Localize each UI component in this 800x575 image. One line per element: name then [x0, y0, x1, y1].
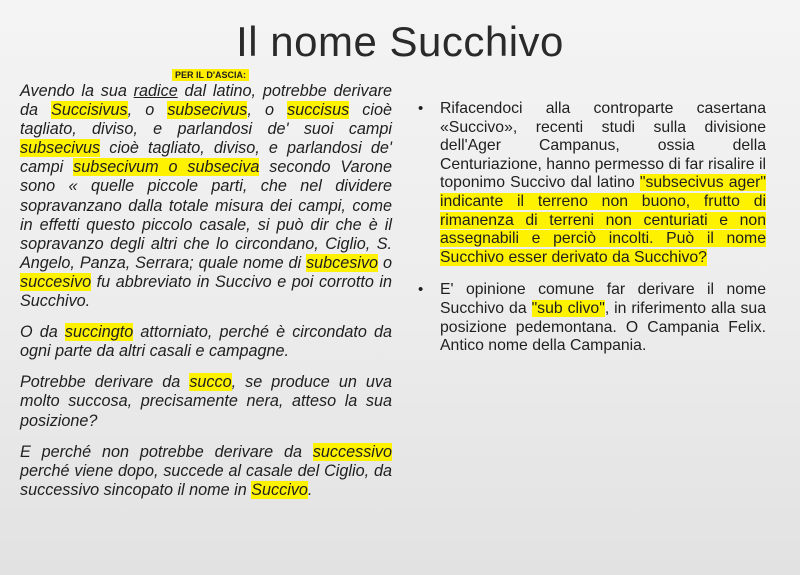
- right-column: [418, 100, 766, 370]
- highlighted-term: subcesivo: [306, 253, 379, 272]
- bullet-text-centuriazione: [440, 100, 766, 266]
- bullet-dot: •: [418, 281, 424, 299]
- text-run: fu abbreviato in Succivo e poi corrotto in Succhivo.: [20, 272, 392, 311]
- highlighted-term: subsecivus: [20, 139, 101, 158]
- text-run: E perché non potrebbe derivare da: [20, 442, 313, 461]
- bullet-text-sub-clivo: [440, 281, 766, 354]
- text-run: O da: [20, 323, 65, 342]
- author-tag: PER IL D'ASCIA:: [172, 69, 249, 81]
- highlighted-term: succesivo: [20, 272, 92, 291]
- text-run: , o: [127, 101, 168, 120]
- bullet-item: [418, 281, 766, 355]
- text-run: E' opinione comune far derivare il nome Succhivo da: [440, 281, 766, 317]
- text-run: .: [307, 480, 313, 499]
- underlined-term: radice: [133, 82, 178, 100]
- highlighted-term: succisus: [287, 101, 350, 120]
- text-run: attorniato, perché è circondato da ogni parte da altri casali e campagne.: [20, 323, 393, 361]
- highlighted-term: "subsecivus ager" indicante il terreno non buono, frutto di rimanenza di terreni non centuriati e non assegnabili e perciò incolti. Può il nome Succhivo esser derivato da Succhivo?: [440, 174, 766, 266]
- bullet-dot: •: [418, 100, 424, 117]
- left-column: [20, 82, 392, 512]
- highlighted-term: Succisivus: [51, 101, 128, 120]
- highlighted-term: subsecivum o subseciva: [73, 158, 260, 177]
- text-run: dal latino, potrebbe derivare da: [20, 82, 392, 120]
- text-run: Rifacendoci alla controparte casertana «Succivo», recenti studi sulla divisione dell'Ager Campanus, ossia della Centuriazione, hanno permesso di far risalire il toponimo Succivo dal latino: [440, 100, 766, 192]
- text-run: perché viene dopo, succede al casale del Ciglio, da successivo sincopato il nome in: [20, 461, 392, 499]
- text-run: , se produce un uva molto succosa, precisamente nera, atteso la sua posizione?: [20, 373, 392, 430]
- text-run: o: [378, 253, 392, 272]
- paragraph-radice: [20, 82, 392, 311]
- highlighted-term: "sub clivo": [531, 299, 605, 317]
- text-run: Potrebbe derivare da: [20, 373, 190, 392]
- text-run: cioè tagliato, diviso, e parlandosi de' campi: [20, 139, 392, 177]
- highlighted-term: successivo: [312, 442, 392, 461]
- text-run: secondo Varone sono « quelle piccole parti, che nel dividere sopravanzano dalla totale misura dei campi, come in effetti questo piccolo casale, si può dir che è il sopravanzo degli altri che lo circondano, Ciglio, S. Angelo, Panza, Serrara; quale nome di: [20, 158, 392, 272]
- bullet-item: [418, 100, 766, 267]
- text-run: Avendo la sua: [20, 82, 134, 100]
- highlighted-term: succo: [189, 373, 232, 392]
- text-run: , in riferimento alla sua posizione pedemontana. O Campania Felix. Antico nome della Campania.: [440, 299, 766, 355]
- paragraph-succo: [20, 373, 392, 430]
- highlighted-term: succingto: [64, 323, 134, 342]
- paragraph-succingto: [20, 323, 392, 361]
- text-run: cioè tagliato, diviso, e parlandosi de' suoi campi: [20, 101, 392, 139]
- text-run: , o: [247, 101, 288, 120]
- slide-title: Il nome Succhivo: [236, 18, 564, 65]
- highlighted-term: Succivo: [251, 480, 308, 499]
- paragraph-successivo: [20, 443, 392, 500]
- highlighted-term: subsecivus: [167, 101, 248, 120]
